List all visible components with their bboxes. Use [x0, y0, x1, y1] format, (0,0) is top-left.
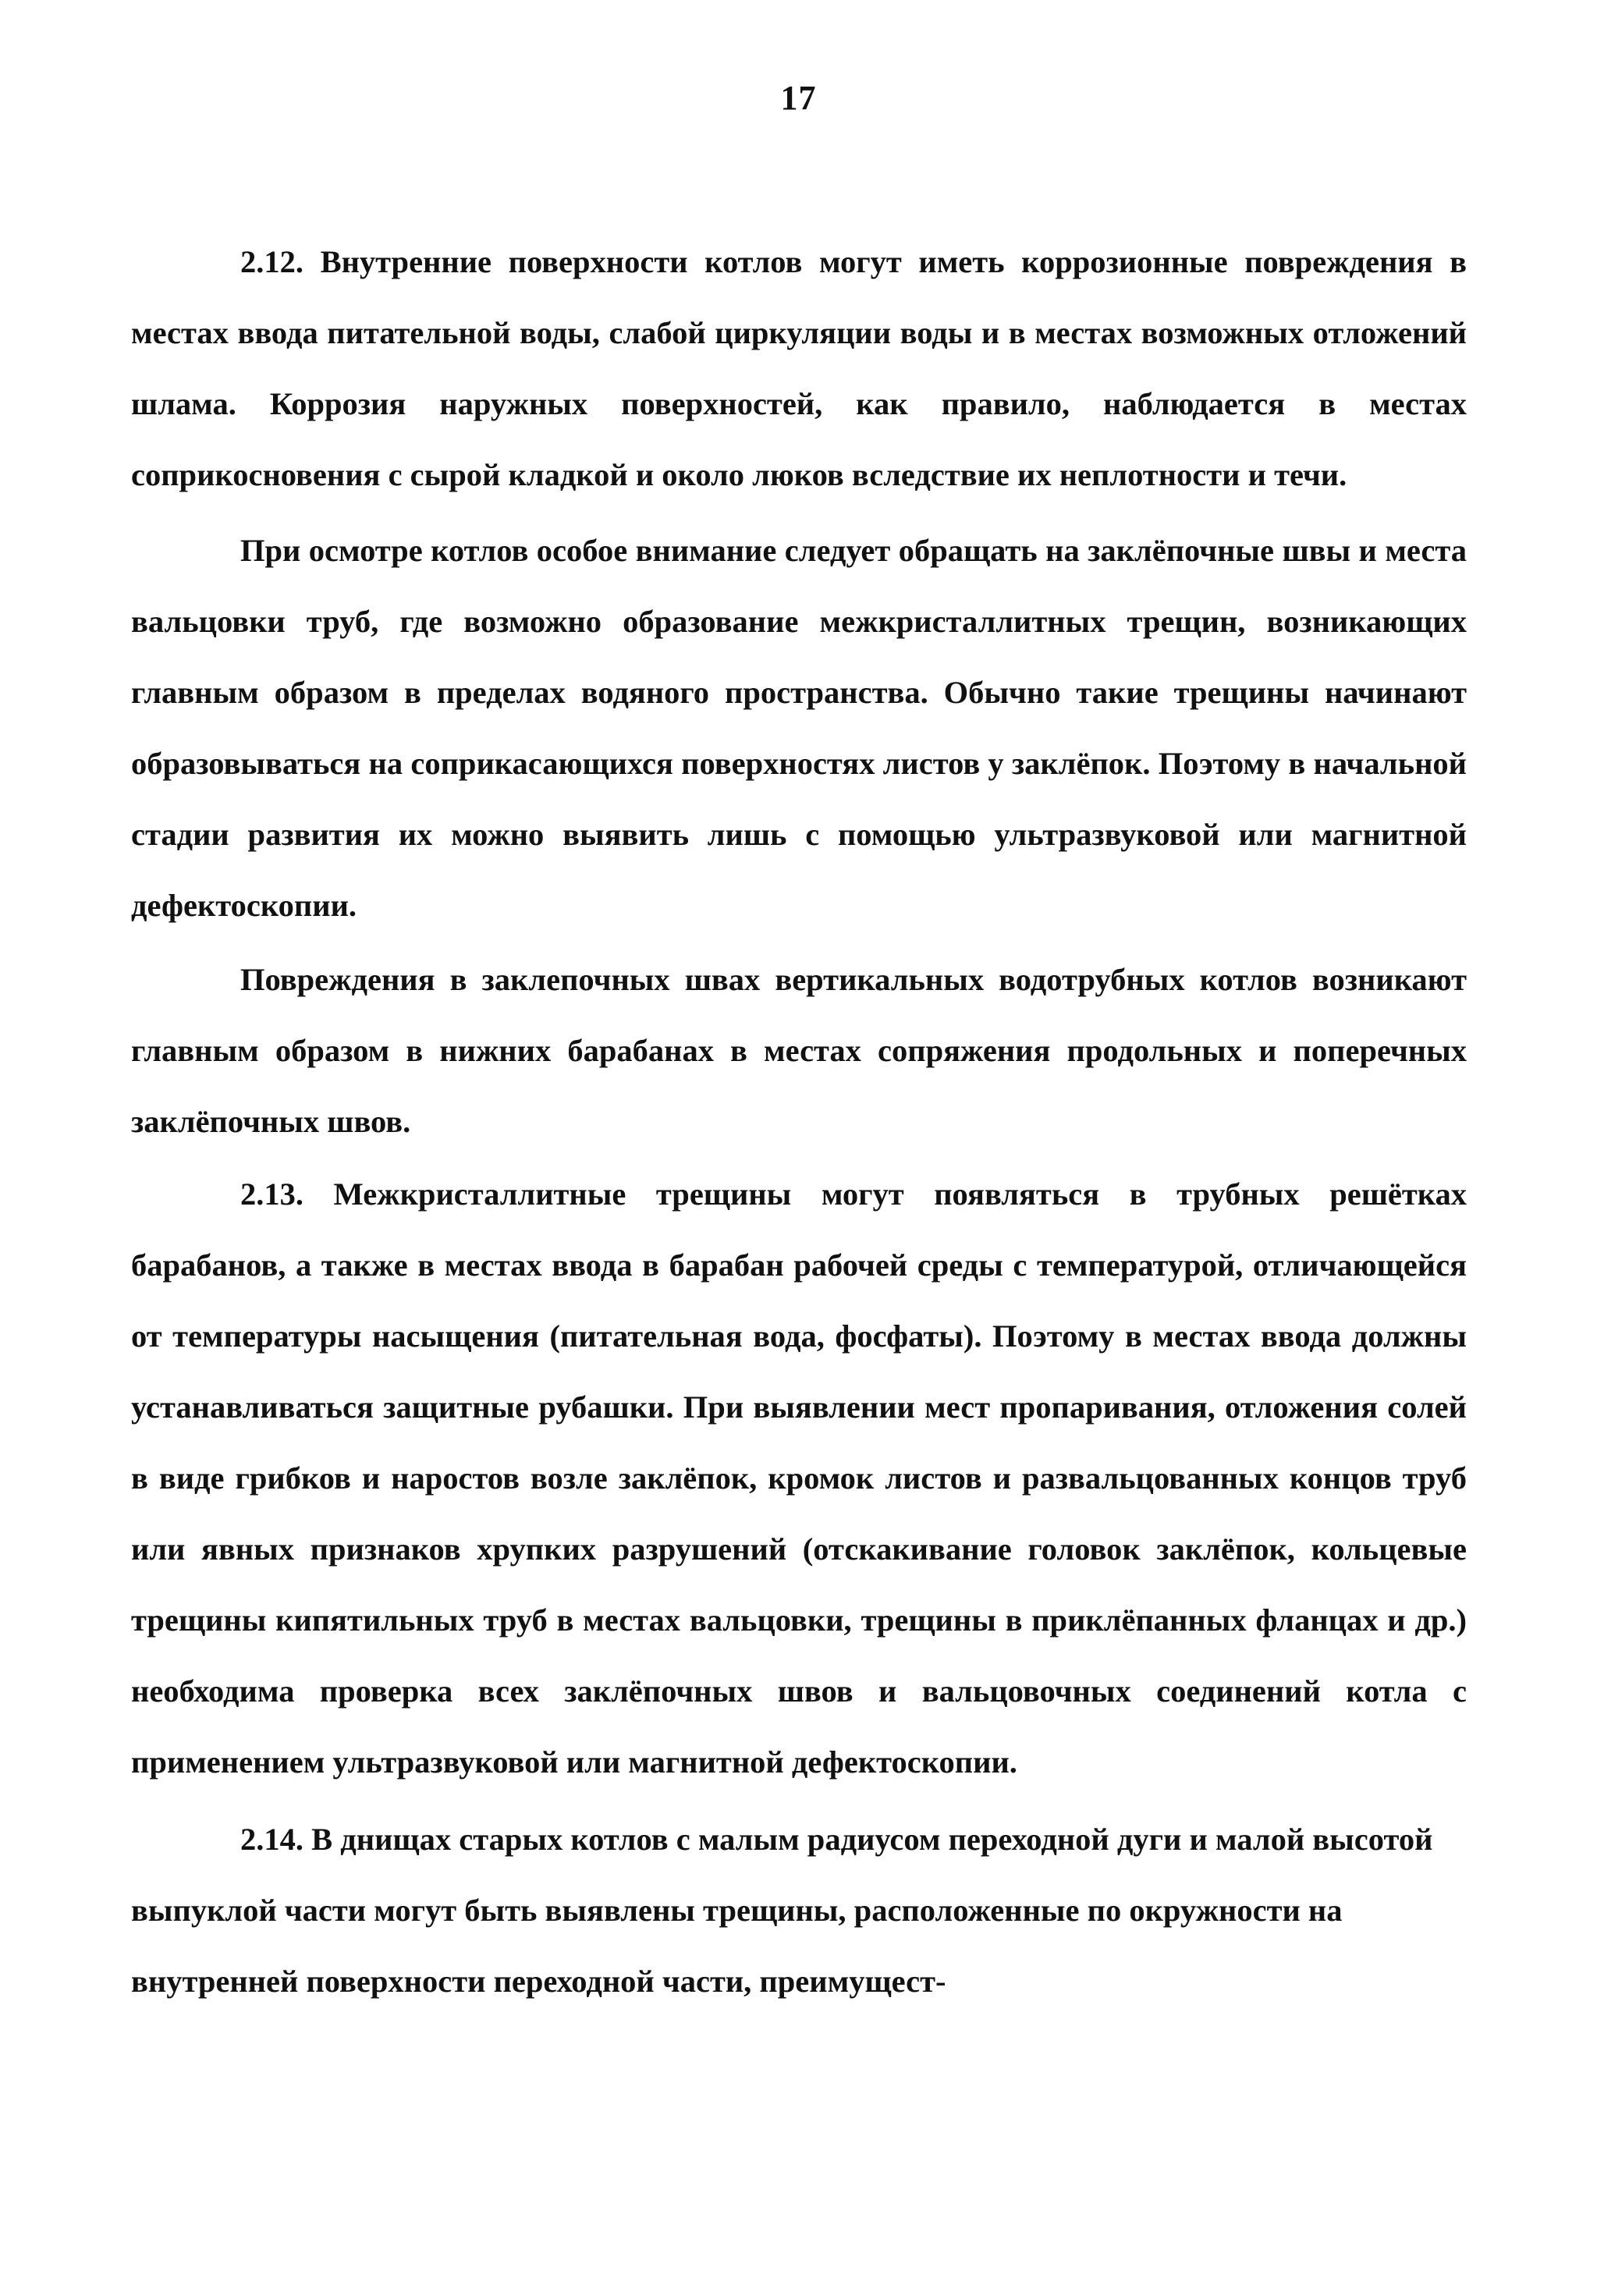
- paragraph-inspection: При осмотре котлов особое внимание следует обращать на заклёпочные швы и места вальцовки труб, где возможно образование межкристаллитных трещин, возникающих главным образом в пределах водяного пространства. Обычно такие трещины начинают образовываться на соприкасающихся поверхностях листов у заклёпок. Поэтому в начальной стадии развития их можно выявить лишь с помощью ультразвуковой или магнитной дефектоскопии.: [131, 533, 1467, 923]
- paragraph-rivet-damage: Повреждения в заклепочных швах вертикальных водотрубных котлов возникают главным образом в нижних барабанах в местах сопряжения продольных и поперечных заклёпочных швов.: [131, 962, 1467, 1139]
- paragraph-2-13: 2.13. Межкристаллитные трещины могут появляться в трубных решётках барабанов, а также в местах ввода в барабан рабочей среды с температурой, отличающейся от температуры насыщения (питательная вода, фосфаты). Поэтому в местах ввода должны устанавливаться защитные рубашки. При выявлении мест пропаривания, отложения солей в виде грибков и наростов возле заклёпок, кромок листов и развальцованных концов труб или явных признаков хрупких разрушений (отскакивание головок заклёпок, кольцевые трещины кипятильных труб в местах вальцовки, трещины в приклёпанных фланцах и др.) необходима проверка всех заклёпочных швов и вальцовочных соединений котла с применением ультразвуковой или магнитной дефектоскопии.: [131, 1176, 1467, 1780]
- paragraph-2-12: 2.12. Внутренние поверхности котлов могут иметь коррозионные повреждения в местах ввода питательной воды, слабой циркуляции воды и в местах возможных отложений шлама. Коррозия наружных поверхностей, как правило, наблюдается в местах соприкосновения с сырой кладкой и около люков вследствие их неплотности и течи.: [131, 244, 1467, 492]
- paragraph-2-14: 2.14. В днищах старых котлов с малым радиусом переходной дуги и малой высотой выпуклой части могут быть выявлены трещины, расположенные по окружности на внутренней поверхности переходной части, преимущест-: [131, 1822, 1433, 1999]
- document-body: [131, 226, 1467, 2017]
- page-number: 17: [780, 79, 817, 117]
